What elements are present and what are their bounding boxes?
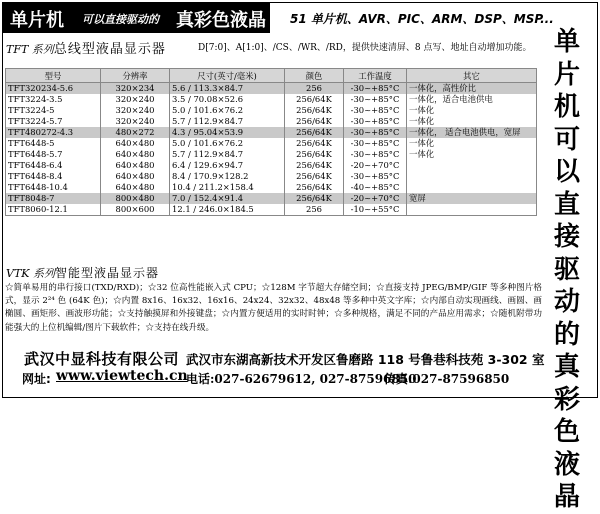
- company-name: 武汉中显科技有限公司: [24, 350, 180, 368]
- cell-size: 4.3 / 95.04×53.9: [170, 127, 285, 138]
- cell-temperature: -30~+85°C: [344, 138, 407, 149]
- cell-temperature: -30~+85°C: [344, 94, 407, 105]
- cell-model: TFT480272-4.3: [6, 127, 101, 138]
- cell-model: TFT320234-5.6: [6, 83, 101, 95]
- cell-size: 5.0 / 101.6×76.2: [170, 138, 285, 149]
- cell-other: 一体化: [407, 105, 537, 116]
- cell-temperature: -30~+85°C: [344, 171, 407, 182]
- vtk-features-text: ☆简单易用的串行接口(TXD/RXD)；☆32 位高性能嵌入式 CPU；☆128M 字节超大存储空间；☆直接支持 JPEG/BMP/GIF 等多种图片格式，显示 2²⁴ 色 (64K 色)；☆内置 8x16、16x32、16x16、24x24、32x32、48x48 等多种中英文字库；☆内部自动实现画线、画圆、画椭圆、画矩形、画波形功能；☆支持触摸屏和外接键盘；☆内置方便适用的实时时钟；☆多种规格，满足不同的产品应用需求；☆随机附带功能强大的上位机编辑/图片下载软件；☆支持在线升级。: [5, 283, 542, 333]
- cell-size: 5.6 / 113.3×84.7: [170, 83, 285, 95]
- cell-model: TFT8048-7: [6, 193, 101, 204]
- cell-other: [407, 204, 537, 216]
- table-row: [6, 83, 537, 95]
- tft-interface-description: D[7:0]、A[1:0]、/CS、/WR、/RD，提供快速清屏、8 点写、地址自动增加功能。: [198, 43, 532, 53]
- cell-resolution: 640×480: [101, 171, 170, 182]
- title-banner: [2, 3, 270, 33]
- cell-size: 10.4 / 211.2×158.4: [170, 182, 285, 193]
- cell-size: 5.0 / 101.6×76.2: [170, 105, 285, 116]
- cell-color: 256/64K: [285, 127, 344, 138]
- cell-color: 256/64K: [285, 193, 344, 204]
- tft-spec-table-body: [6, 83, 537, 216]
- cell-size: 7.0 / 152.4×91.4: [170, 193, 285, 204]
- website-link[interactable]: www.viewtech.cn: [56, 368, 188, 384]
- vtk-section-title: [6, 264, 159, 281]
- table-row: [6, 204, 537, 216]
- col-header-size: 尺寸(英寸/毫米): [170, 69, 285, 83]
- tft-spec-table: [5, 68, 537, 216]
- cell-other: [407, 160, 537, 171]
- cell-temperature: -20~+70°C: [344, 160, 407, 171]
- cell-temperature: -10~+55°C: [344, 204, 407, 216]
- tft-section-title: [6, 38, 166, 57]
- cell-resolution: 640×480: [101, 149, 170, 160]
- cell-size: 3.5 / 70.08×52.6: [170, 94, 285, 105]
- platform-tagline: 51 单片机、AVR、PIC、ARM、DSP、MSP...: [290, 12, 554, 26]
- table-row: [6, 160, 537, 171]
- table-row: [6, 105, 537, 116]
- cell-size: 5.7 / 112.9×84.7: [170, 116, 285, 127]
- col-header-resolution: 分辨率: [101, 69, 170, 83]
- cell-other: 宽屏: [407, 193, 537, 204]
- company-address: 武汉市东湖高新技术开发区鲁磨路 118 号鲁巷科技苑 3-302 室: [186, 352, 545, 367]
- tft-series-name: 总线型液晶显示器: [53, 42, 166, 57]
- cell-temperature: -40~+85°C: [344, 182, 407, 193]
- cell-resolution: 640×480: [101, 138, 170, 149]
- cell-other: 一体化，高性价比: [407, 83, 537, 95]
- phone-numbers: 电话:027-62679612, 027-87596850: [186, 372, 417, 386]
- cell-temperature: -20~+70°C: [344, 193, 407, 204]
- cell-resolution: 640×480: [101, 182, 170, 193]
- col-header-model: 型号: [6, 69, 101, 83]
- cell-other: [407, 171, 537, 182]
- cell-size: 12.1 / 246.0×184.5: [170, 204, 285, 216]
- table-row: [6, 116, 537, 127]
- cell-color: 256/64K: [285, 182, 344, 193]
- cell-temperature: -30~+85°C: [344, 149, 407, 160]
- cell-model: TFT8060-12.1: [6, 204, 101, 216]
- cell-size: 6.4 / 129.6×94.7: [170, 160, 285, 171]
- vtk-series-name: 智能型液晶显示器: [55, 266, 160, 280]
- cell-resolution: 320×240: [101, 94, 170, 105]
- col-header-temperature: 工作温度: [344, 69, 407, 83]
- cell-model: TFT3224-5: [6, 105, 101, 116]
- cell-color: 256/64K: [285, 116, 344, 127]
- title-brand-a: 单片机: [10, 10, 64, 31]
- cell-color: 256/64K: [285, 138, 344, 149]
- cell-resolution: 640×480: [101, 160, 170, 171]
- cell-other: 一体化， 适合电池供电，宽屏: [407, 127, 537, 138]
- cell-color: 256/64K: [285, 160, 344, 171]
- cell-resolution: 320×240: [101, 116, 170, 127]
- cell-model: TFT3224-3.5: [6, 94, 101, 105]
- cell-other: 一体化，适合电池供电: [407, 94, 537, 105]
- title-brand-b: 可以直接驱动的: [82, 13, 159, 26]
- cell-color: 256: [285, 204, 344, 216]
- cell-resolution: 320×234: [101, 83, 170, 95]
- cell-color: 256/64K: [285, 105, 344, 116]
- col-header-other: 其它: [407, 69, 537, 83]
- cell-resolution: 320×240: [101, 105, 170, 116]
- table-row: [6, 182, 537, 193]
- cell-resolution: 800×480: [101, 193, 170, 204]
- cell-temperature: -30~+85°C: [344, 127, 407, 138]
- cell-other: [407, 182, 537, 193]
- cell-temperature: -30~+85°C: [344, 116, 407, 127]
- tft-series-label: TFT 系列: [6, 43, 54, 56]
- website-label: 网址:: [22, 372, 51, 386]
- cell-temperature: -30~+85°C: [344, 105, 407, 116]
- side-slogan: 单片机可以直接驱动的真彩色液晶: [553, 27, 580, 512]
- table-row: [6, 94, 537, 105]
- cell-model: TFT6448-8.4: [6, 171, 101, 182]
- table-row: [6, 127, 537, 138]
- cell-size: 8.4 / 170.9×128.2: [170, 171, 285, 182]
- cell-color: 256: [285, 83, 344, 95]
- table-row: [6, 138, 537, 149]
- cell-other: 一体化: [407, 149, 537, 160]
- col-header-color: 颜色: [285, 69, 344, 83]
- cell-color: 256/64K: [285, 149, 344, 160]
- cell-other: 一体化: [407, 138, 537, 149]
- cell-color: 256/64K: [285, 94, 344, 105]
- cell-temperature: -30~+85°C: [344, 83, 407, 95]
- vtk-series-label: VTK 系列: [6, 267, 55, 280]
- table-row: [6, 171, 537, 182]
- cell-other: 一体化: [407, 116, 537, 127]
- cell-resolution: 800×600: [101, 204, 170, 216]
- table-header-row: [6, 69, 537, 83]
- cell-model: TFT6448-5.7: [6, 149, 101, 160]
- cell-model: TFT6448-5: [6, 138, 101, 149]
- cell-model: TFT6448-6.4: [6, 160, 101, 171]
- cell-resolution: 480×272: [101, 127, 170, 138]
- cell-color: 256/64K: [285, 171, 344, 182]
- title-brand-c: 真彩色液晶: [176, 10, 266, 31]
- table-row: [6, 193, 537, 204]
- table-row: [6, 149, 537, 160]
- cell-model: TFT3224-5.7: [6, 116, 101, 127]
- cell-size: 5.7 / 112.9×84.7: [170, 149, 285, 160]
- cell-model: TFT6448-10.4: [6, 182, 101, 193]
- fax-number: 传真:027-87596850: [384, 372, 510, 386]
